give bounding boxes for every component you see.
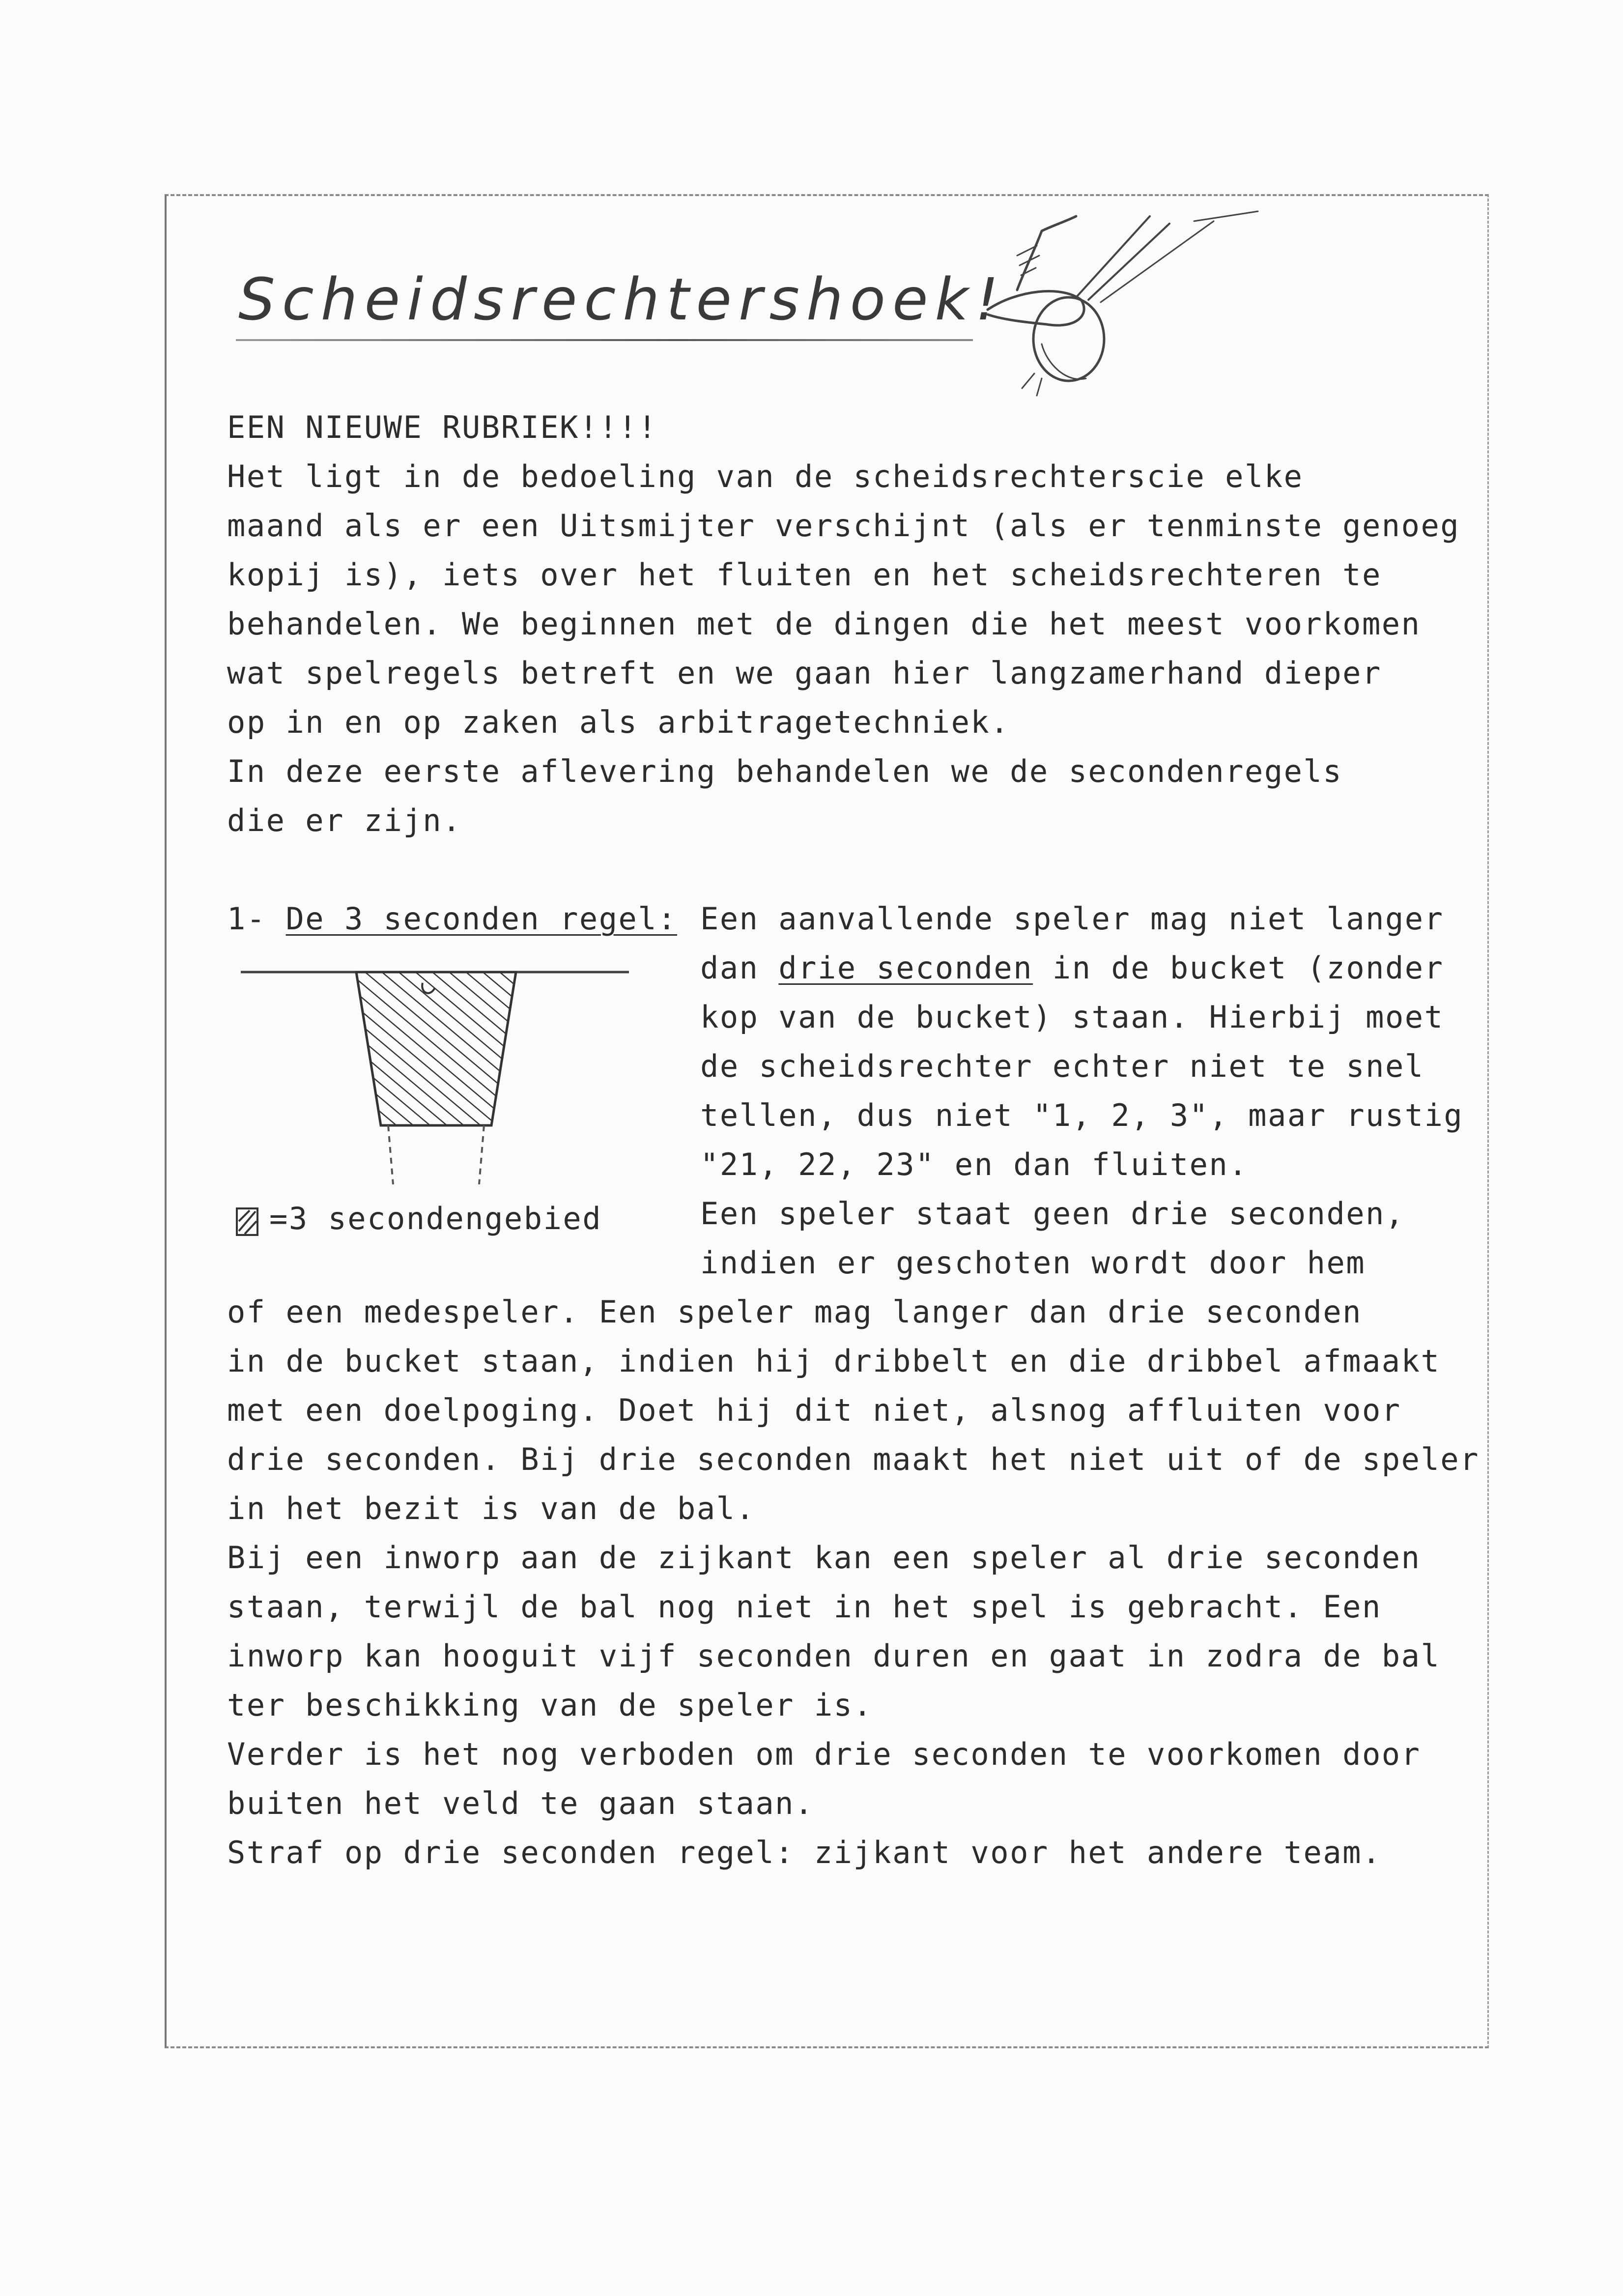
intro-line: die er zijn.	[227, 803, 462, 838]
body-line: Straf op drie seconden regel: zijkant voor het andere team.	[227, 1835, 1382, 1870]
emphasis-drie-seconden: drie seconden	[778, 950, 1033, 986]
rule-text-line	[700, 944, 1444, 993]
hatched-area-icon	[235, 1206, 259, 1237]
rule-text-line: tellen, dus niet "1, 2, 3", maar rustig	[700, 1097, 1464, 1133]
rule-text-line: de scheidsrechter echter niet te snel	[700, 1048, 1424, 1084]
body-line: buiten het veld te gaan staan.	[227, 1785, 814, 1821]
intro-line: kopij is), iets over het fluiten en het scheidsrechteren te	[227, 557, 1382, 593]
rule-text-line: Een speler staat geen drie seconden,	[700, 1196, 1405, 1232]
rule-text-line: Een aanvallende speler mag niet langer	[700, 901, 1444, 937]
rule-text-line: "21, 22, 23" en dan fluiten.	[700, 1147, 1249, 1182]
rule-text-line: indien er geschoten wordt door hem	[700, 1245, 1366, 1281]
body-line: met een doelpoging. Doet hij dit niet, alsnog affluiten voor	[227, 1392, 1401, 1428]
whistle-illustration	[919, 197, 1273, 428]
rule-number: 1-	[227, 901, 266, 937]
intro-line: op in en op zaken als arbitragetechniek.	[227, 704, 1010, 740]
intro-line: Het ligt in de bedoeling van de scheidsrechterscie elke	[227, 459, 1304, 494]
intro-line: maand als er een Uitsmijter verschijnt (als er tenminste genoeg	[227, 508, 1460, 544]
rule-text-prefix: dan	[700, 950, 759, 986]
diagram-legend: =3 secondengebied	[269, 1201, 602, 1236]
body-line: drie seconden. Bij drie seconden maakt het niet uit of de speler	[227, 1441, 1480, 1477]
intro-heading: EEN NIEUWE RUBRIEK!!!!	[227, 409, 658, 445]
rule-text-line: kop van de bucket) staan. Hierbij moet	[700, 999, 1444, 1035]
intro-line: In deze eerste aflevering behandelen we de secondenregels	[227, 753, 1343, 789]
body-line: ter beschikking van de speler is.	[227, 1687, 873, 1723]
title-underline	[236, 339, 973, 341]
bucket-diagram	[236, 963, 629, 1199]
intro-line: wat spelregels betreft en we gaan hier langzamerhand dieper	[227, 655, 1382, 691]
intro-line: behandelen. We beginnen met de dingen die het meest voorkomen	[227, 606, 1421, 642]
body-line: in het bezit is van de bal.	[227, 1491, 756, 1526]
body-line: Bij een inworp aan de zijkant kan een speler al drie seconden	[227, 1540, 1421, 1576]
rule-heading	[227, 894, 677, 944]
body-line: Verder is het nog verboden om drie seconden te voorkomen door	[227, 1736, 1421, 1772]
body-line: in de bucket staan, indien hij dribbelt en die dribbel afmaakt	[227, 1343, 1441, 1379]
rule-title: De 3 seconden regel:	[285, 901, 678, 937]
rule-text-suffix: in de bucket (zonder	[1052, 950, 1444, 986]
body-line: staan, terwijl de bal nog niet in het spel is gebracht. Een	[227, 1589, 1382, 1625]
body-line: inworp kan hooguit vijf seconden duren en gaat in zodra de bal	[227, 1638, 1441, 1674]
body-line: of een medespeler. Een speler mag langer dan drie seconden	[227, 1294, 1362, 1330]
column-title: Scheidsrechtershoek!	[238, 265, 1006, 333]
